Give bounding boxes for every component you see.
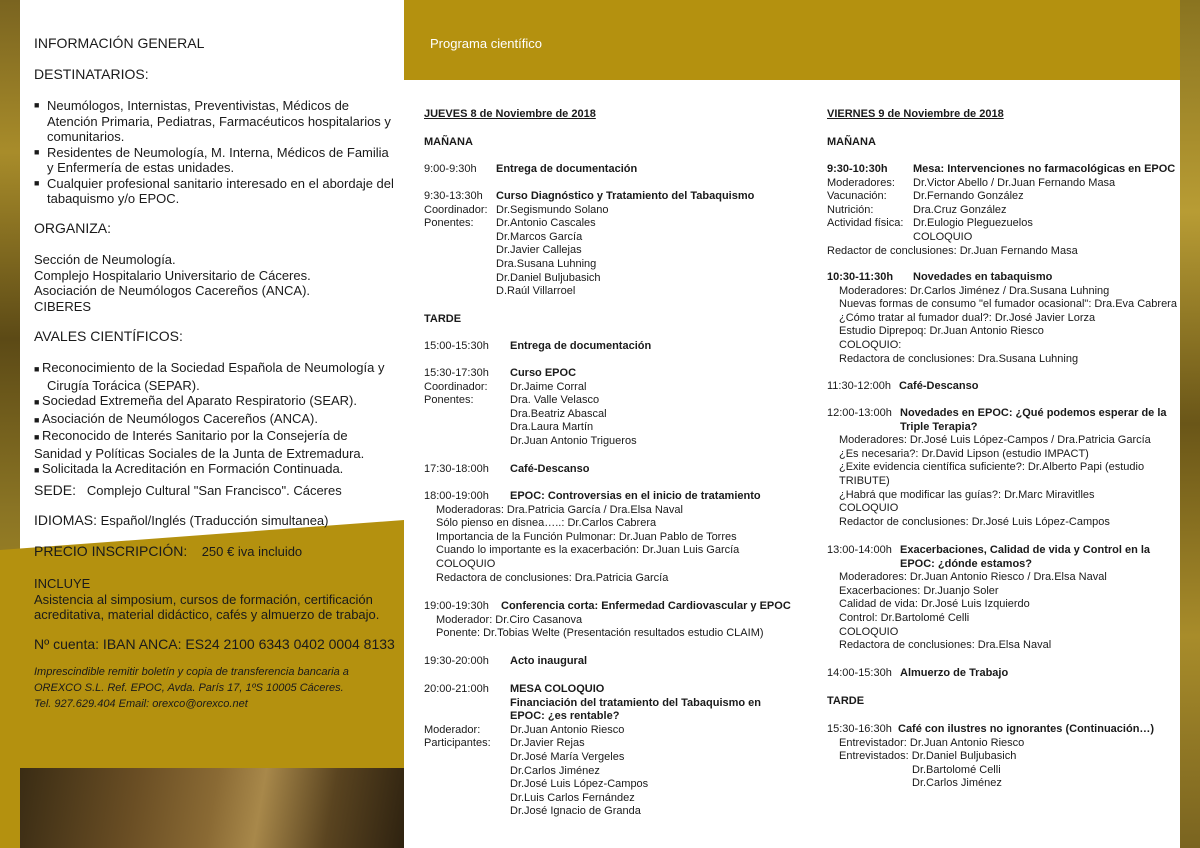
friday-column [827, 108, 1177, 838]
event-entrega-2: 15:00-15:30h Entrega de documentación [424, 340, 652, 352]
event-novedades-epoc: 12:00-13:00h Novedades en EPOC: ¿Qué podemos esperar de la Triple Terapia? Moderadores: Dr.José Luis López-Campos / Dra.Patricia García ¿Es necesaria?: Dr.David Lipson (estudio IMPACT) ¿Exite evidencia científica suficiente?: Dr.Alberto Papi (estudio TRIBUTE) ¿Habrá que modificar las guías?: Dr.Marc Miravitlles COLOQUIO Redactor de conclusiones: Dr.José Luis López-Campos [827, 407, 1167, 528]
event-controversias: 18:00-19:00h EPOC: Controversias en el inicio de tratamiento Moderadoras: Dra.Patricia García / Dra.Elsa Naval Sólo pienso en disnea…..: Dr.Carlos Cabrera Importancia de la Función Pulmonar: Dr.Juan Pablo de Torres Cuando lo importante es la exacerbación: Dr.Juan Luis García COLOQUIO Redactora de conclusiones: Dra.Patricia García [424, 490, 761, 584]
event-acto-inaugural: 19:30-20:00h Acto inaugural [424, 655, 588, 667]
bottom-photo [20, 768, 404, 848]
friday-heading: VIERNES 9 de Noviembre de 2018 [827, 108, 1004, 120]
precio: PRECIO INSCRIPCIÓN: 250 € iva incluido [34, 543, 303, 559]
thursday-heading: JUEVES 8 de Noviembre de 2018 [424, 108, 596, 120]
list-item: ■ Neumólogos, Internistas, Preventivistas, Médicos de Atención Primaria, Pediatras, Farmacéuticos hospitalarios y comunitarios. [34, 98, 396, 145]
event-conferencia: 19:00-19:30h Conferencia corta: Enfermedad Cardiovascular y EPOC Moderador: Dr.Ciro Casanova Ponente: Dr.Tobias Welte (Presentación resultados estudio CLAIM) [424, 600, 791, 640]
destinatarios-title: DESTINATARIOS: [34, 66, 149, 82]
list-item: ■ Reconocimiento de la Sociedad Española de Neumología y [34, 360, 385, 375]
event-cafe-2: 11:30-12:00h Café-Descanso [827, 380, 979, 392]
event-curso-tabaquismo: 9:30-13:30h Curso Diagnóstico y Tratamiento del Tabaquismo Coordinador: Dr.Segismundo Solano Ponentes: Dr.Antonio Cascales Dr.Marcos García Dr.Javier Callejas Dra.Susana Luhning Dr.Daniel Buljubasich D.Raúl Villarroel [424, 190, 755, 298]
friday-afternoon: TARDE [827, 695, 865, 707]
program-title: Programa científico [430, 36, 542, 51]
list-item: ■ Reconocido de Interés Sanitario por la Consejería de [34, 428, 348, 443]
event-cafe-ilustres: 15:30-16:30h Café con ilustres no ignorantes (Continuación…) Entrevistador: Dr.Juan Antonio Riesco Entrevistados: Dr.Daniel Buljubasich Dr.Bartolomé Celli Dr.Carlos Jiménez [827, 723, 1155, 790]
payment-note: Imprescindible remitir boletín y copia de transferencia bancaria a OREXCO S.L. Ref. EPOC, Avda. París 17, 1ºS 10005 Cáceres. Tel. 927.629.404 Email: orexco@orexco.net [34, 666, 349, 710]
event-entrega-1: 9:00-9:30h Entrega de documentación [424, 163, 638, 175]
idiomas: IDIOMAS: Español/Inglés (Traducción simultanea) [34, 512, 329, 528]
event-mesa-coloquio: 20:00-21:00h MESA COLOQUIO Financiación del tratamiento del Tabaquismo en EPOC: ¿es rentable? Moderador: Dr.Juan Antonio Riesco Participantes: Dr.Javier Rejas Dr.José María Vergeles Dr.Carlos Jiménez Dr.José Luis López-Campos Dr.Luis Carlos Fernández Dr.José Ignacio de Granda [424, 683, 762, 818]
right-decorative-image [1180, 0, 1200, 848]
program-header-band [404, 0, 1180, 80]
organiza-title: ORGANIZA: [34, 220, 112, 236]
avales-title: AVALES CIENTÍFICOS: [34, 328, 183, 344]
avales-list: ■ Reconocimiento de la Sociedad Española de Neumología y Cirugía Torácica (SEPAR). ■ Sociedad Extremeña del Aparato Respiratorio (SEAR). ■ Asociación de Neumólogos Cacereños (ANCA). ■ Reconocido de Interés Sanitario por la Consejería de Sanidad y Políticas Sociales de la Junta de Extremadura. ■ Solicitada la Acreditación en Formación Continuada. [34, 360, 396, 479]
destinatarios-list [34, 98, 396, 207]
bank-account: Nº cuenta: IBAN ANCA: ES24 2100 6343 0402 0004 8133 [34, 636, 395, 652]
sede: SEDE: Complejo Cultural "San Francisco". Cáceres [34, 482, 342, 498]
list-item: ■ Residentes de Neumología, M. Interna, Médicos de Familia y Enfermería de estas unidades. [34, 145, 396, 176]
event-cafe-1: 17:30-18:00h Café-Descanso [424, 463, 590, 475]
list-item: ■ Asociación de Neumólogos Cacereños (ANCA). [34, 410, 318, 426]
list-item: ■ Sociedad Extremeña del Aparato Respiratorio (SEAR). [34, 393, 357, 408]
thursday-column [424, 108, 804, 838]
info-title: INFORMACIÓN GENERAL [34, 35, 205, 51]
event-mesa-intervenciones: 9:30-10:30h Mesa: Intervenciones no farmacológicas en EPOC Moderadores: Dr.Victor Abello / Dr.Juan Fernando Masa Vacunación: Dr.Fernando González Nutrición: Dra.Cruz González Actividad física: Dr.Eulogio Pleguezuelos COLOQUIO Redactor de conclusiones: Dr.Juan Fernando Masa [827, 163, 1176, 257]
list-item: ■ Cualquier profesional sanitario interesado en el abordaje del tabaquismo y/o EPOC. [34, 176, 396, 207]
event-curso-epoc: 15:30-17:30h Curso EPOC Coordinador: Dr.Jaime Corral Ponentes: Dra. Valle Velasco Dra.Beatriz Abascal Dra.Laura Martín Dr.Juan Antonio Trigueros [424, 367, 637, 447]
friday-morning: MAÑANA [827, 136, 876, 148]
event-exacerbaciones: 13:00-14:00h Exacerbaciones, Calidad de vida y Control en la EPOC: ¿dónde estamos? Moderadores: Dr.Juan Antonio Riesco / Dra.Elsa Naval Exacerbaciones: Dr.Juanjo Soler Calidad de vida: Dr.José Luis Izquierdo Control: Dr.Bartolomé Celli COLOQUIO Redactora de conclusiones: Dra.Elsa Naval [827, 544, 1151, 652]
event-almuerzo: 14:00-15:30h Almuerzo de Trabajo [827, 667, 1009, 679]
list-item: ■ Solicitada la Acreditación en Formación Continuada. [34, 461, 344, 476]
thursday-afternoon: TARDE [424, 313, 462, 325]
organiza-text: Sección de Neumología. Complejo Hospitalario Universitario de Cáceres. Asociación de Neumólogos Cacereños (ANCA). CIBERES [34, 252, 311, 314]
incluye: INCLUYE Asistencia al simposium, cursos de formación, certificación acreditativa, material didáctico, cafés y almuerzo de trabajo. [34, 576, 380, 622]
thursday-morning: MAÑANA [424, 136, 473, 148]
event-novedades-tabaquismo: 10:30-11:30h Novedades en tabaquismo Moderadores: Dr.Carlos Jiménez / Dra.Susana Luhning Nuevas formas de consumo "el fumador ocasional": Dra.Eva Cabrera ¿Cómo tratar al fumador dual?: Dr.José Javier Lorza Estudio Diprepoq: Dr.Juan Antonio Riesco COLOQUIO: Redactora de conclusiones: Dra.Susana Luhning [827, 271, 1177, 365]
